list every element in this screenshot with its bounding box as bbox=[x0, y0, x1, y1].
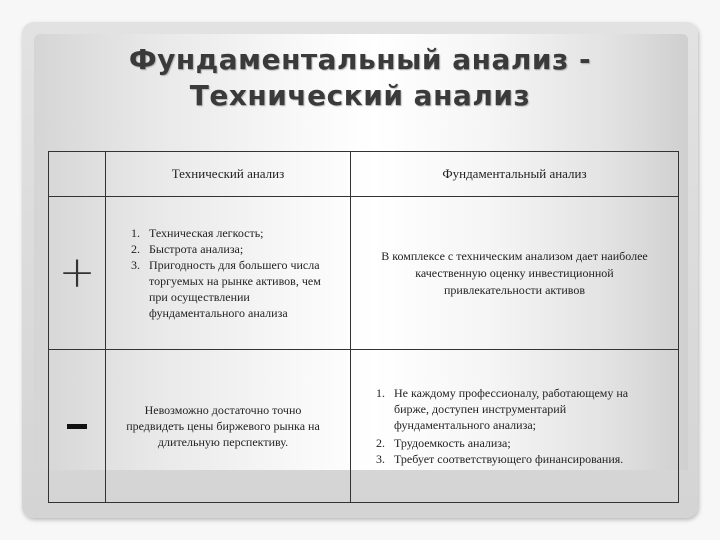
corner-cell bbox=[49, 152, 106, 197]
tech-disadvantages-cell bbox=[106, 350, 351, 503]
tech-advantages-cell bbox=[106, 197, 351, 350]
title-line-2: Технический анализ bbox=[189, 79, 531, 112]
comparison-table bbox=[48, 151, 679, 503]
list-item: 2. Быстрота анализа; bbox=[143, 241, 339, 257]
list-item: 1. Не каждому профессионалу, работающему на бирже, доступен инструментарий фундаментального анализа; bbox=[388, 385, 663, 433]
fund-disadvantages-cell bbox=[351, 350, 679, 503]
tech-disadvantages-text: Невозможно достаточно точно предвидеть цены биржевого рынка на длительную перспективу. bbox=[126, 403, 320, 449]
plus-sign-cell bbox=[49, 197, 106, 350]
header-row bbox=[49, 152, 679, 197]
minus-row bbox=[49, 350, 679, 503]
fund-advantages-cell bbox=[351, 197, 679, 350]
fund-advantages-text: В комплексе с техническим анализом дает наиболее качественную оценку инвестиционной привлекательности активов bbox=[381, 248, 648, 297]
minus-sign-cell bbox=[49, 350, 106, 503]
slide-title bbox=[40, 42, 680, 114]
plus-sign: + bbox=[58, 247, 96, 298]
minus-sign bbox=[67, 424, 87, 429]
tech-advantages-list bbox=[107, 225, 349, 321]
header-tech: Технический анализ bbox=[106, 152, 351, 197]
list-item: 2. Трудоемкость анализа; bbox=[388, 435, 663, 451]
fund-disadvantages-list bbox=[352, 385, 677, 467]
list-item: 1. Техническая легкость; bbox=[143, 225, 339, 241]
list-item: 3. Требует соответствующего финансирования. bbox=[388, 451, 663, 467]
header-fund: Фундаментальный анализ bbox=[351, 152, 679, 197]
title-line-1: Фундаментальный анализ - bbox=[128, 43, 592, 76]
list-item: 3. Пригодность для большего числа торгуемых на рынке активов, чем при осуществлении фундаментального анализа bbox=[143, 257, 339, 321]
plus-row bbox=[49, 197, 679, 350]
